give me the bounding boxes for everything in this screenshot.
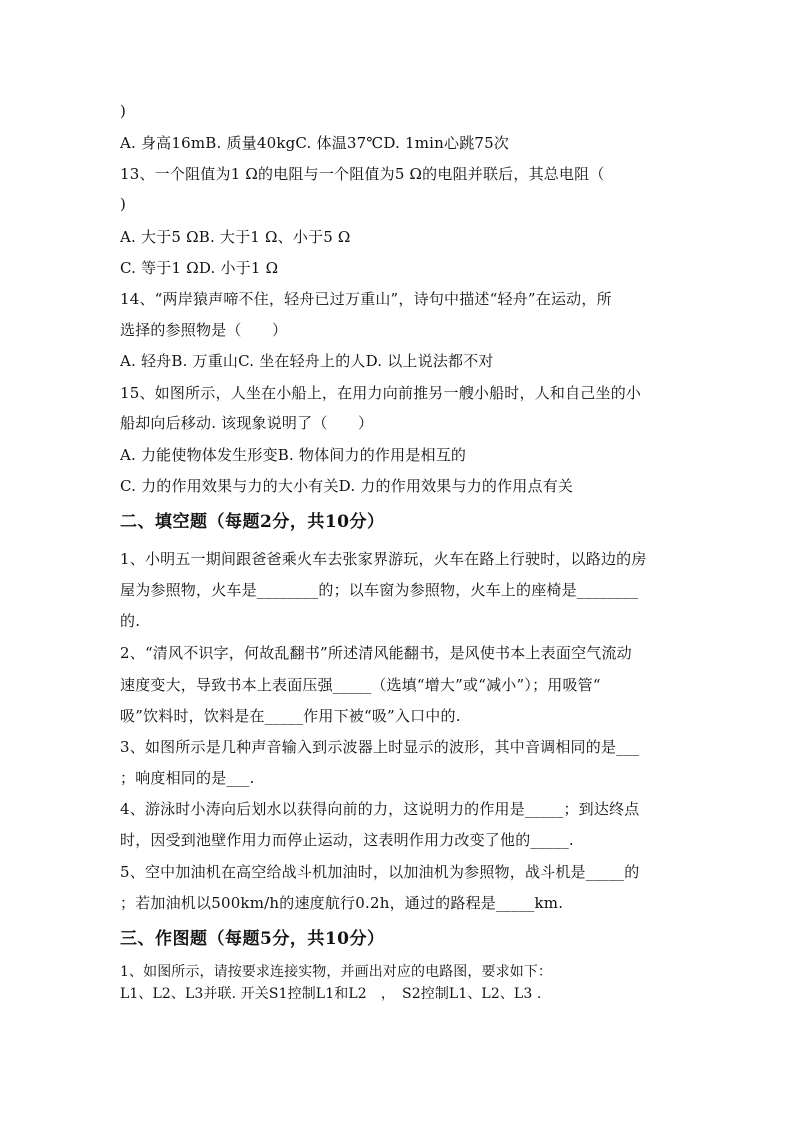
section-drawing-heading: 三、作图题（每题5分，共10分）: [120, 929, 385, 949]
fb1-line1: 1、小明五一期间跟爸爸乘火车去张家界游玩，火车在路上行驶时，以路边的房: [120, 550, 647, 568]
q12-bracket-close: ): [120, 102, 127, 120]
q13-bracket-close: ): [120, 195, 127, 213]
draw1-line2: L1、L2、L3并联. 开关S1控制L1和L2 ， S2控制L1、L2、L3 .: [120, 986, 542, 1002]
q15-stem-line1: 15、如图所示，人坐在小船上，在用力向前推另一艘小船时，人和自己坐的小: [120, 384, 642, 402]
q12-options: A. 身高16mB. 质量40kgC. 体温37℃D. 1min心跳75次: [120, 134, 510, 152]
fb2-line1: 2、“清风不识字，何故乱翻书”所述清风能翻书，是风使书本上表面空气流动: [120, 644, 632, 662]
fb4-line1: 4、游泳时小涛向后划水以获得向前的力，这说明力的作用是_____；到达终点: [120, 800, 640, 818]
q14-options: A. 轻舟B. 万重山C. 坐在轻舟上的人D. 以上说法都不对: [120, 352, 494, 370]
fb5-line1: 5、空中加油机在高空给战斗机加油时，以加油机为参照物，战斗机是_____的: [120, 863, 640, 881]
fb1-line2: 屋为参照物，火车是________的；以车窗为参照物，火车上的座椅是________: [120, 581, 639, 599]
fb2-line2: 速度变大，导致书本上表面压强_____（选填“增大”或“减小”）；用吸管“: [120, 676, 601, 694]
q13-options-ab: A. 大于5 ΩB. 大于1 Ω、小于5 Ω: [120, 228, 351, 246]
fb1-line3: 的.: [120, 612, 141, 630]
q13-options-cd: C. 等于1 ΩD. 小于1 Ω: [120, 259, 279, 277]
q15-stem-line2: 船却向后移动. 该现象说明了（ ）: [120, 414, 374, 432]
q15-options-cd: C. 力的作用效果与力的大小有关D. 力的作用效果与力的作用点有关: [120, 477, 574, 495]
fb5-line2: ；若加油机以500km/h的速度航行0.2h，通过的路程是_____km.: [120, 894, 564, 912]
q14-stem-line1: 14、“两岸猿声啼不住，轻舟已过万重山”，诗句中描述“轻舟”在运动，所: [120, 290, 612, 308]
q13-stem-line1: 13、一个阻值为1 Ω的电阻与一个阻值为5 Ω的电阻并联后，其总电阻（: [120, 165, 605, 183]
fb3-line1: 3、如图所示是几种声音输入到示波器上时显示的波形，其中音调相同的是___: [120, 738, 640, 756]
section-fill-blank-heading: 二、填空题（每题2分，共10分）: [120, 512, 385, 532]
fb4-line2: 时，因受到池壁作用力而停止运动，这表明作用力改变了他的_____.: [120, 831, 574, 849]
fb2-line3: 吸”饮料时，饮料是在_____作用下被“吸”入口中的.: [120, 707, 461, 725]
q15-options-ab: A. 力能使物体发生形变B. 物体间力的作用是相互的: [120, 446, 467, 464]
draw1-line1: 1、如图所示，请按要求连接实物，并画出对应的电路图，要求如下：: [120, 964, 553, 980]
fb3-line2: ；响度相同的是___.: [120, 769, 255, 787]
q14-stem-line2: 选择的参照物是（ ）: [120, 321, 288, 339]
